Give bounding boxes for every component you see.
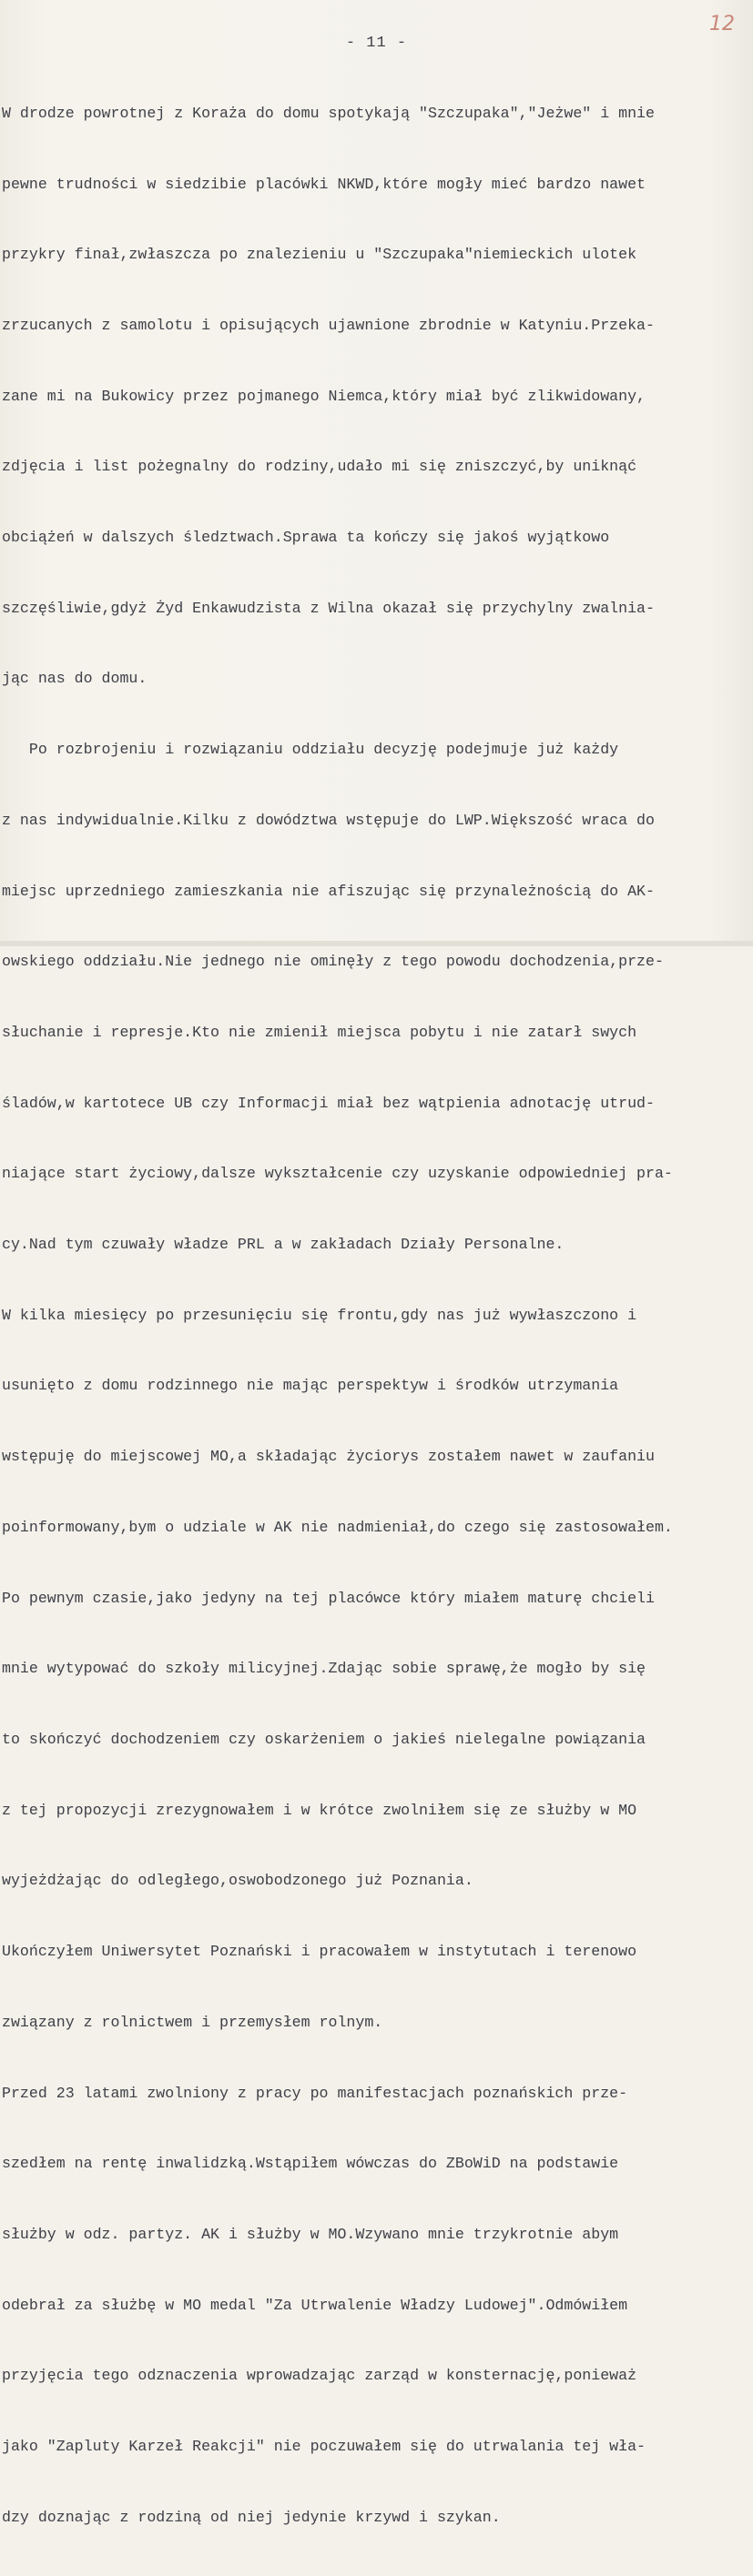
text-line: przyjęcia tego odznaczenia wprowadzając zarząd w konsternację,ponieważ: [2, 2367, 637, 2385]
text-line: mnie wytypować do szkoły milicyjnej.Zdając sobie sprawę,że mogło by się: [2, 1660, 646, 1678]
page-bottom-edge: [0, 941, 753, 946]
text-line: wyjeżdżając do odległego,oswobodzonego już Poznania.: [2, 1872, 473, 1890]
text-line: wstępuję do miejscowej MO,a składając życiorys zostałem nawet w zaufaniu: [2, 1448, 655, 1466]
text-line: zdjęcia i list pożegnalny do rodziny,udało mi się zniszczyć,by uniknąć: [2, 458, 637, 476]
text-line: z tej propozycji zrezygnowałem i w krótce zwolniłem się ze służby w MO: [2, 1801, 637, 1819]
text-line: Po rozbrojeniu i rozwiązaniu oddziału decyzję podejmuje już każdy: [2, 741, 619, 759]
text-line: zane mi na Bukowicy przez pojmanego Niemca,który miał być zlikwidowany,: [2, 387, 646, 405]
text-line: związany z rolnictwem i przemysłem rolnym.: [2, 2013, 383, 2031]
handwritten-page-number: 12: [709, 13, 735, 35]
text-line: jąc nas do domu.: [2, 670, 148, 688]
text-line: jako "Zapluty Karzeł Reakcji" nie poczuwałem się do utrwalania tej wła-: [2, 2438, 646, 2456]
text-line: służby w odz. partyz. AK i służby w MO.Wzywano mnie trzykrotnie abym: [2, 2225, 619, 2243]
text-line: zrzucanych z samolotu i opisujących ujawnione zbrodnie w Katyniu.Przeka-: [2, 316, 655, 334]
text-line: W kilka miesięcy po przesunięciu się frontu,gdy nas już wywłaszczono i: [2, 1306, 637, 1324]
text-line: odebrał za służbę w MO medal "Za Utrwalenie Władzy Ludowej".Odmówiłem: [2, 2296, 628, 2314]
text-line: owskiego oddziału.Nie jednego nie ominęły z tego powodu dochodzenia,prze-: [2, 953, 664, 971]
text-line: z nas indywidualnie.Kilku z dowództwa wstępuje do LWP.Większość wraca do: [2, 811, 655, 829]
text-line: poinformowany,bym o udziale w AK nie nadmieniał,do czego się zastosowałem.: [2, 1518, 673, 1536]
text-line: przykry finał,zwłaszcza po znalezieniu u "Szczupaka"niemieckich ulotek: [2, 246, 637, 264]
text-line: słuchanie i represje.Kto nie zmienił miejsca pobytu i nie zatarł swych: [2, 1023, 637, 1041]
text-line: Po pewnym czasie,jako jedyny na tej placówce który miałem maturę chcieli: [2, 1589, 655, 1607]
text-line: W drodze powrotnej z Koraża do domu spotykają "Szczupaka","Jeżwe" i mnie: [2, 104, 655, 122]
text-line: Przed 23 latami zwolniony z pracy po manifestacjach poznańskich prze-: [2, 2084, 628, 2102]
document-body: [2, 55, 751, 2576]
text-line: cy.Nad tym czuwały władze PRL a w zakładach Działy Personalne.: [2, 1236, 565, 1254]
text-line: śladów,w kartotece UB czy Informacji miał bez wątpienia adnotację utrud-: [2, 1094, 655, 1112]
page-number: - 11 -: [345, 35, 408, 52]
text-line: dzy doznając z rodziną od niej jedynie krzywd i szykan.: [2, 2508, 501, 2526]
text-line: to skończyć dochodzeniem czy oskarżeniem o jakieś nielegalne powiązania: [2, 1730, 646, 1748]
text-line: szczęśliwie,gdyż Żyd Enkawudzista z Wilna okazał się przychylny zwalnia-: [2, 599, 655, 617]
text-line: pewne trudności w siedzibie placówki NKWD,które mogły mieć bardzo nawet: [2, 175, 646, 193]
text-line: obciążeń w dalszych śledztwach.Sprawa ta kończy się jakoś wyjątkowo: [2, 529, 610, 547]
text-line: szedłem na rentę inwalidzką.Wstąpiłem wówczas do ZBoWiD na podstawie: [2, 2155, 619, 2173]
text-line: Ukończyłem Uniwersytet Poznański i pracowałem w instytutach i terenowo: [2, 1943, 637, 1961]
text-line: usunięto z domu rodzinnego nie mając perspektyw i środków utrzymania: [2, 1377, 619, 1395]
text-line: miejsc uprzedniego zamieszkania nie afiszując się przynależnością do AK-: [2, 882, 655, 900]
text-line: niające start życiowy,dalsze wykształcenie czy uzyskanie odpowiedniej pra-: [2, 1165, 673, 1183]
